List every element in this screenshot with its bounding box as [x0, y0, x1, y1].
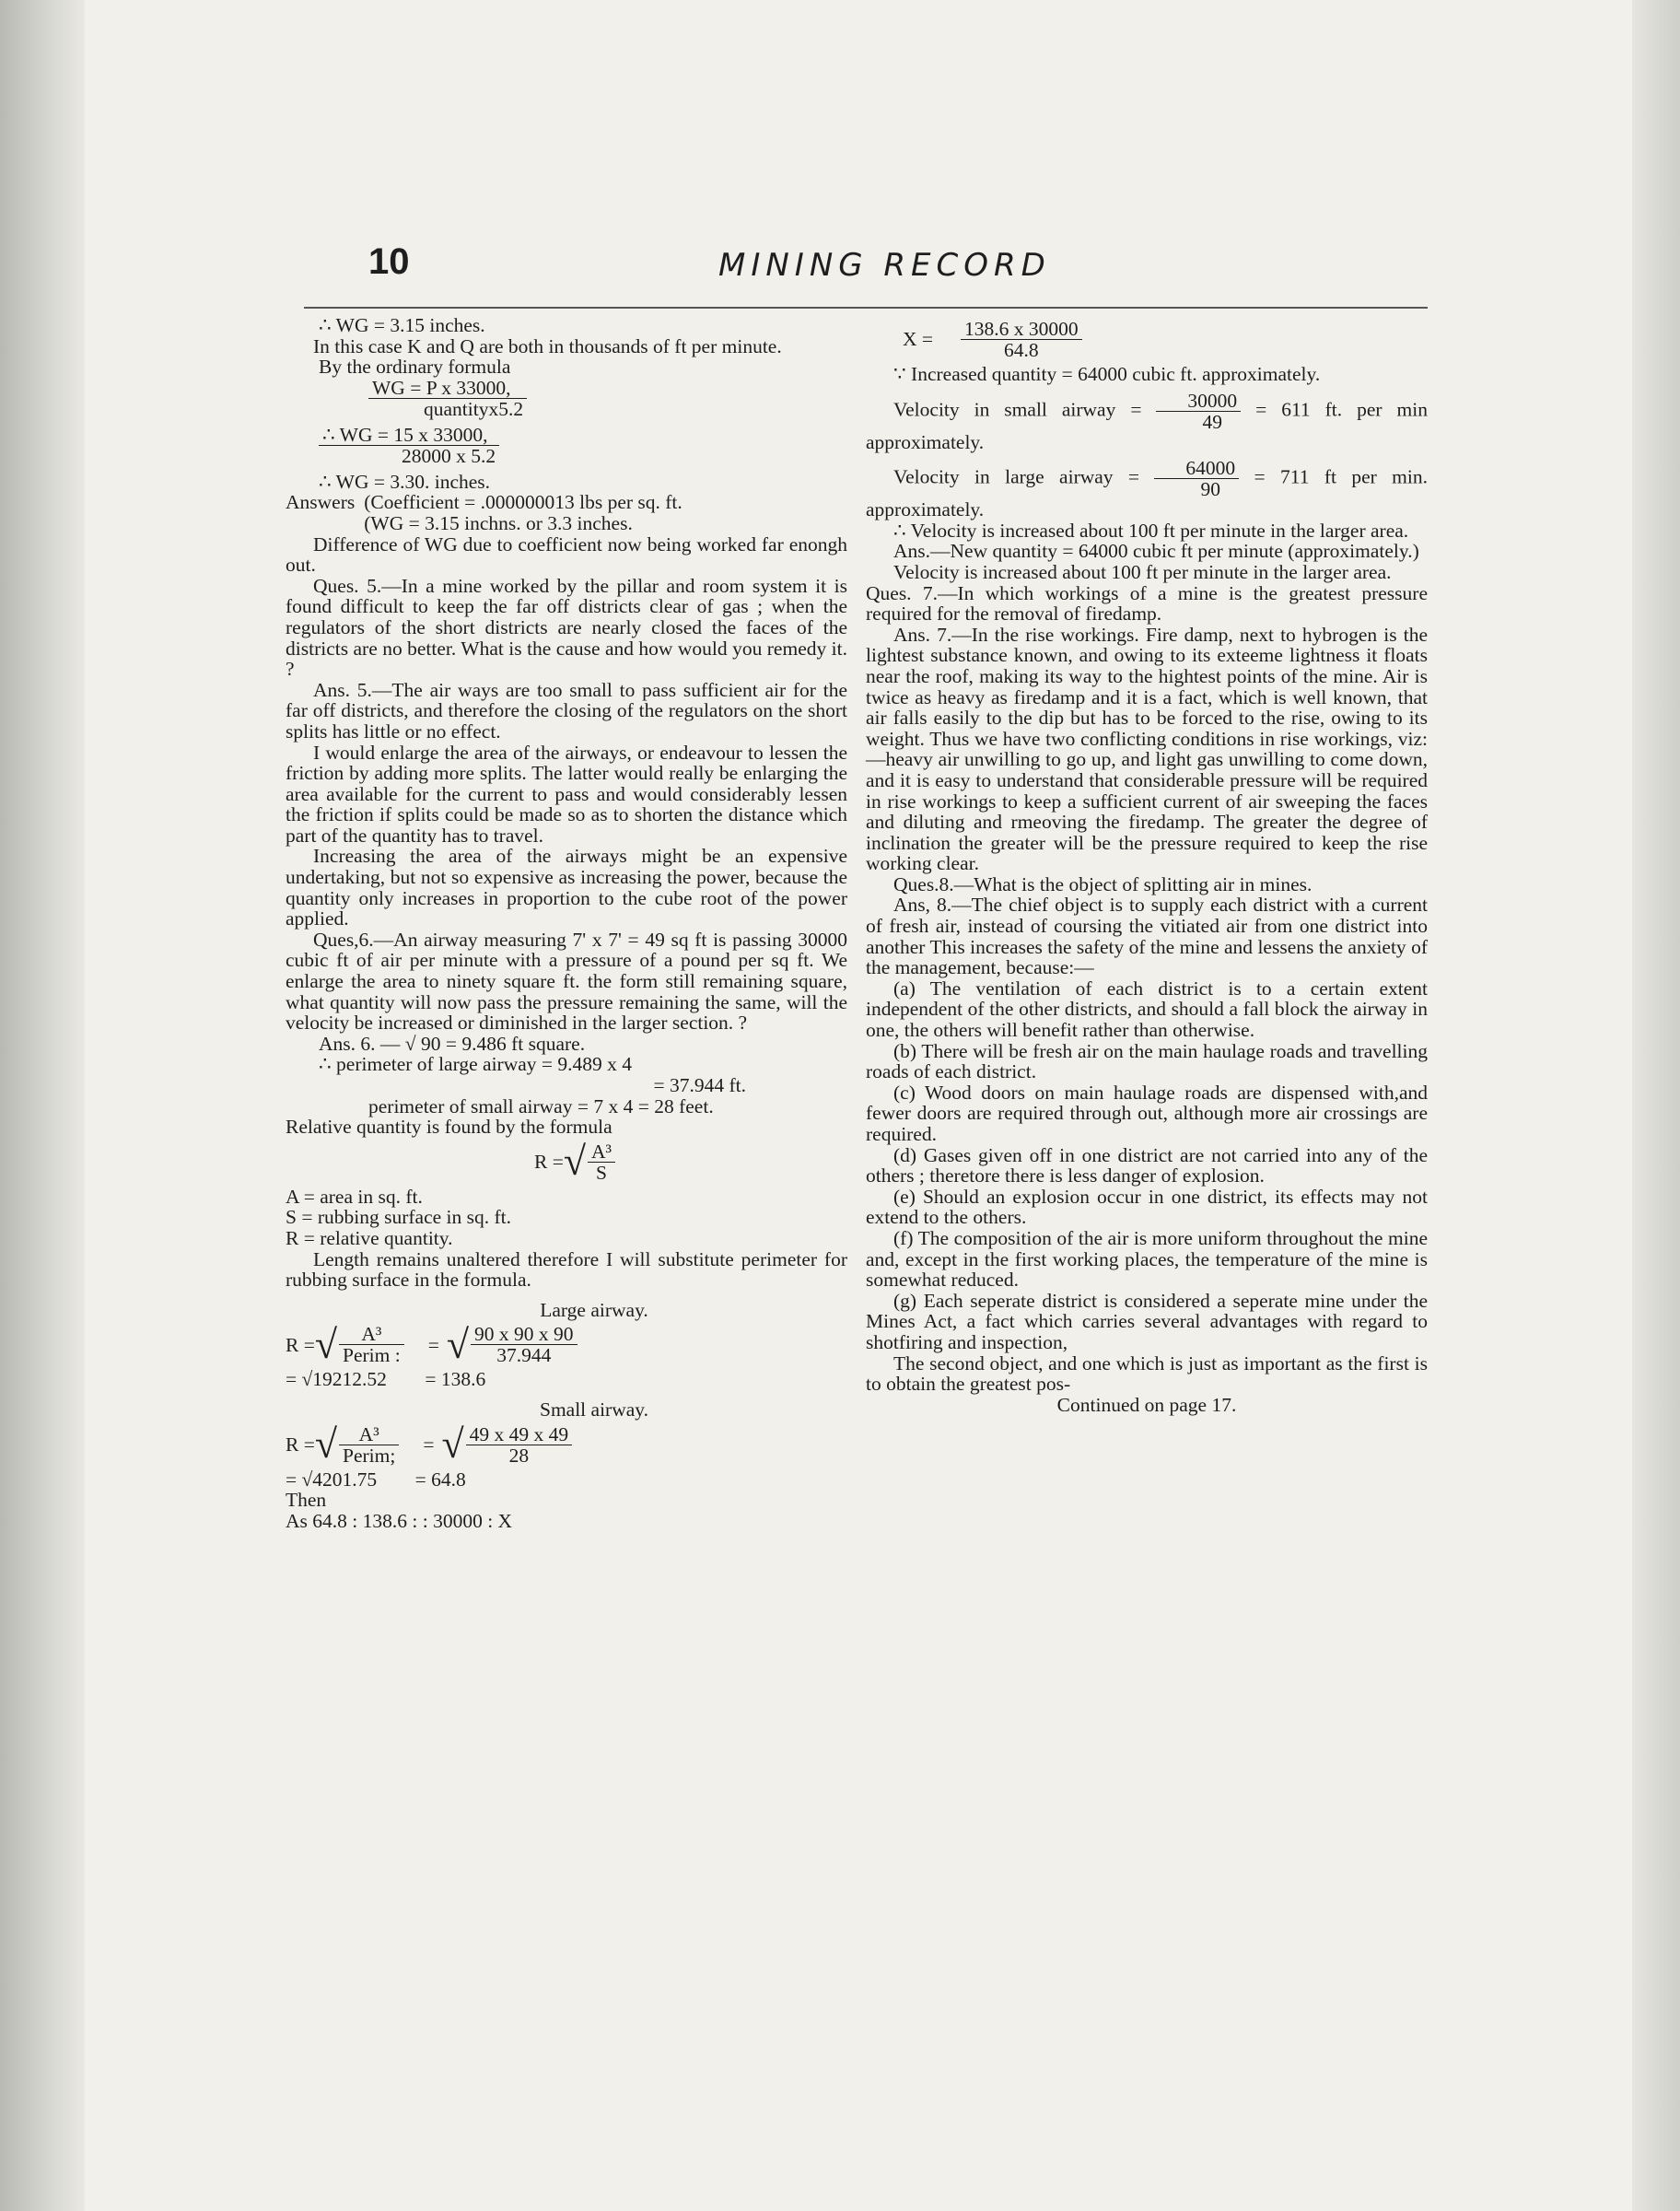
paragraph: ∵ Increased quantity = 64000 cubic ft. approximately.	[893, 363, 1321, 385]
formula-lhs: R =	[286, 1333, 315, 1356]
paragraph: Length remains unaltered therefore I will substitute perimeter for rubbing surface in the formula.	[286, 1247, 847, 1292]
formula-result-root: = √4201.75	[286, 1468, 378, 1491]
text-line: ∴ WG = 3.15 inches.	[319, 314, 485, 336]
formula-numerator: ∴ WG = 15 x 33000,	[319, 425, 499, 446]
formula-denominator: Perim;	[343, 1444, 396, 1467]
formula-denominator: 28	[508, 1444, 530, 1467]
definition: S = rubbing surface in sq. ft.	[286, 1206, 512, 1229]
definition: A = area in sq. ft.	[286, 1185, 423, 1208]
list-item: (e) Should an explosion occur in one district, its effects may not extend to the others.	[866, 1185, 1428, 1229]
velocity-label: Velocity in large airway =	[893, 465, 1140, 488]
list-item: (f) The composition of the air is more uniform throughout the mine and, except in the first working places, the temperature of the mine is somewhat reduced.	[866, 1226, 1428, 1292]
answer-7: Ans. 7.—In the rise workings. Fire damp, next to hybrogen is the lightest substance known, and owing to its exteeme lightness it floats near the roof, making its way to the hightest points of the mine. Air is twice as heavy as firedamp and it is a fact, which is well known, that air falls easily to the dip but has to be forced to the rise, owing to its weight. Thus we have two conflicting conditions in rise workings, viz:—heavy air unwilling to go up, and light gas unwilling to come down, and it is easy to understand that considerable pressure will be required in rise workings to keep a sufficient current of air sweeping the faces and diluting and rmeoving the firedamp. The greater the degree of inclination the greater will be the pressure required to keep the rise working clear.	[866, 623, 1428, 875]
answer-6-line: perimeter of small airway = 7 x 4 = 28 feet.	[368, 1094, 714, 1117]
formula-result	[286, 1369, 847, 1390]
velocity-result: = 611 ft. per min approximately.	[866, 398, 1428, 453]
formula-result-value: = 64.8	[414, 1468, 466, 1491]
paragraph: In this case K and Q are both in thousands of ft per minute.	[313, 334, 782, 357]
list-item: (d) Gases given off in one district are not carried into any of the others ; theretore there is less danger of explosion.	[866, 1143, 1428, 1187]
large-airway-formula	[286, 1321, 847, 1367]
formula-numerator: A³	[588, 1141, 615, 1163]
answer-line: (WG = 3.15 inchns. or 3.3 inches.	[364, 511, 633, 534]
formula-wg-substituted	[286, 425, 847, 466]
text-line: ∴ WG = 3.30. inches.	[319, 470, 491, 493]
answer-6-final: Ans.—New quantity = 64000 cubic ft per minute (approximately.)	[893, 540, 1419, 563]
definition: R = relative quantity.	[286, 1226, 453, 1249]
formula-denominator: quantityx5.2	[424, 397, 524, 420]
formula-denominator: S	[596, 1161, 607, 1184]
masthead-title: MINING RECORD	[718, 247, 1051, 284]
formula-wg-ordinary	[286, 378, 847, 419]
square-root-icon: √	[314, 1421, 337, 1468]
left-column	[286, 315, 847, 1531]
velocity-label: Velocity in small airway =	[893, 398, 1142, 421]
answer-6-line: Ans. 6. — √ 90 = 9.486 ft square.	[319, 1032, 586, 1055]
formula-denominator: 90	[1200, 478, 1221, 501]
book-spine-shadow	[0, 0, 85, 2211]
formula-denominator: 37.944	[496, 1344, 552, 1367]
answer-6-line: = 37.944 ft.	[653, 1074, 746, 1096]
paragraph: Velocity is increased about 100 ft per minute in the larger area.	[893, 560, 1392, 583]
list-item: (c) Wood doors on main haulage roads are dispensed with,and fewer doors are required through out, although more air crossings are required.	[866, 1081, 1428, 1145]
paragraph: The second object, and one which is just as important as the first is to obtain the greatest pos-	[866, 1351, 1428, 1396]
formula-lhs: R =	[286, 1433, 315, 1456]
text-line: Then	[286, 1489, 327, 1512]
page-edge-shadow	[1632, 0, 1680, 2211]
velocity-small-line	[866, 391, 1428, 453]
formula-numerator: 90 x 90 x 90	[471, 1324, 578, 1345]
question-6: Ques,6.—An airway measuring 7' x 7' = 49 sq ft is passing 30000 cubic ft of air per minute with a pressure of a pound per sq ft. We enlarge the area to ninety square ft. the form still remaining square, what quantity will now pass the pressure remaining the same, will the velocity be increased or diminished in the larger section. ?	[286, 928, 847, 1035]
small-airway-heading: Small airway.	[539, 1398, 649, 1421]
continued-note: Continued on page 17.	[1056, 1393, 1237, 1416]
answer-6-line: ∴ perimeter of large airway = 9.489 x 4	[319, 1053, 633, 1076]
question-7: Ques. 7.—In which workings of a mine is the greatest pressure required for the removal of firedamp.	[866, 581, 1428, 626]
formula-denominator: 28000 x 5.2	[402, 444, 496, 467]
x-formula	[866, 319, 1428, 360]
list-item: (g) Each seperate district is considered a seperate mine under the Mines Act, a fact which carries several advantages with regard to shotfiring and inspection,	[866, 1289, 1428, 1353]
list-item: (a) The ventilation of each district is to a certain extent independent of the other districts, and should a fall block the airway in one, the others will benefit rather than otherwise.	[866, 977, 1428, 1042]
text-line: By the ordinary formula	[319, 356, 511, 379]
formula-equals: =	[427, 1333, 439, 1356]
formula-numerator: A³	[339, 1424, 399, 1445]
velocity-result: = 711 ft per min. approximately.	[866, 465, 1429, 521]
question-5: Ques. 5.—In a mine worked by the pillar and room system it is found difficult to keep the far off districts clear of gas ; when the regulators of the short districts are nearly closed the faces of the districts are no better. What is the cause and how would you remedy it. ?	[286, 574, 847, 681]
list-item: (b) There will be fresh air on the main haulage roads and travelling roads of each district.	[866, 1039, 1428, 1083]
formula-denominator: 49	[1202, 410, 1223, 433]
right-column	[866, 315, 1428, 1415]
small-airway-formula	[286, 1421, 847, 1468]
formula-denominator: Perim :	[343, 1344, 401, 1367]
formula-numerator: WG = P x 33000,	[368, 378, 527, 399]
formula-numerator: 49 x 49 x 49	[466, 1424, 573, 1445]
formula-numerator: 138.6 x 30000	[961, 319, 1082, 340]
text-line: Relative quantity is found by the formula	[286, 1116, 612, 1139]
formula-numerator: 64000	[1154, 458, 1239, 479]
formula-lhs: X =	[903, 328, 934, 351]
square-root-icon: √	[314, 1321, 337, 1367]
answers-label: Answers	[286, 491, 356, 514]
formula-lhs: R =	[534, 1150, 564, 1173]
square-root-icon: √	[563, 1139, 586, 1185]
proportion: As 64.8 : 138.6 : : 30000 : X	[286, 1509, 513, 1532]
formula-result-root: = √19212.52	[286, 1368, 387, 1391]
formula-denominator: 64.8	[1004, 339, 1039, 361]
paragraph: Increasing the area of the airways might be an expensive undertaking, but not so expensive as increasing the power, because the quantity only increases in proportion to the cube root of the power applied.	[286, 845, 847, 930]
velocity-large-line	[866, 458, 1428, 521]
page-header	[368, 241, 1428, 306]
page-number: 10	[368, 241, 410, 282]
paragraph: ∴ Velocity is increased about 100 ft per minute in the larger area.	[893, 519, 1409, 542]
answer-5: Ans. 5.—The air ways are too small to pass sufficient air for the far off districts, and therefore the closing of the regulators on the short splits has little or no effect.	[286, 678, 847, 743]
formula-numerator: 30000	[1156, 391, 1241, 412]
paragraph: Difference of WG due to coefficient now being worked far enongh out.	[286, 532, 847, 577]
answer-line: (Coefficient = .000000013 lbs per sq. ft.	[364, 491, 682, 514]
square-root-icon: √	[446, 1321, 470, 1367]
formula-equals: =	[423, 1433, 435, 1456]
answer-8: Ans, 8.—The chief object is to supply each district with a current of fresh air, instead of coursing the vitiated air from one district into another This increases the safety of the mine and lessens the anxiety of the management, because:—	[866, 894, 1428, 979]
answers-block	[286, 492, 847, 533]
large-airway-heading: Large airway.	[540, 1298, 648, 1321]
relative-quantity-formula	[286, 1141, 847, 1183]
header-rule	[304, 307, 1428, 309]
square-root-icon: √	[441, 1421, 464, 1468]
formula-result	[286, 1469, 847, 1491]
formula-result-value: = 138.6	[425, 1368, 486, 1391]
formula-numerator: A³	[339, 1324, 404, 1345]
question-8: Ques.8.—What is the object of splitting air in mines.	[893, 872, 1312, 895]
paragraph: I would enlarge the area of the airways, or endeavour to lessen the friction by adding more splits. The latter would really be enlarging the area available for the current to pass and would considerably lessen the friction if splits could be made so as to shorten the distance which part of the quantity has to travel.	[286, 741, 847, 847]
